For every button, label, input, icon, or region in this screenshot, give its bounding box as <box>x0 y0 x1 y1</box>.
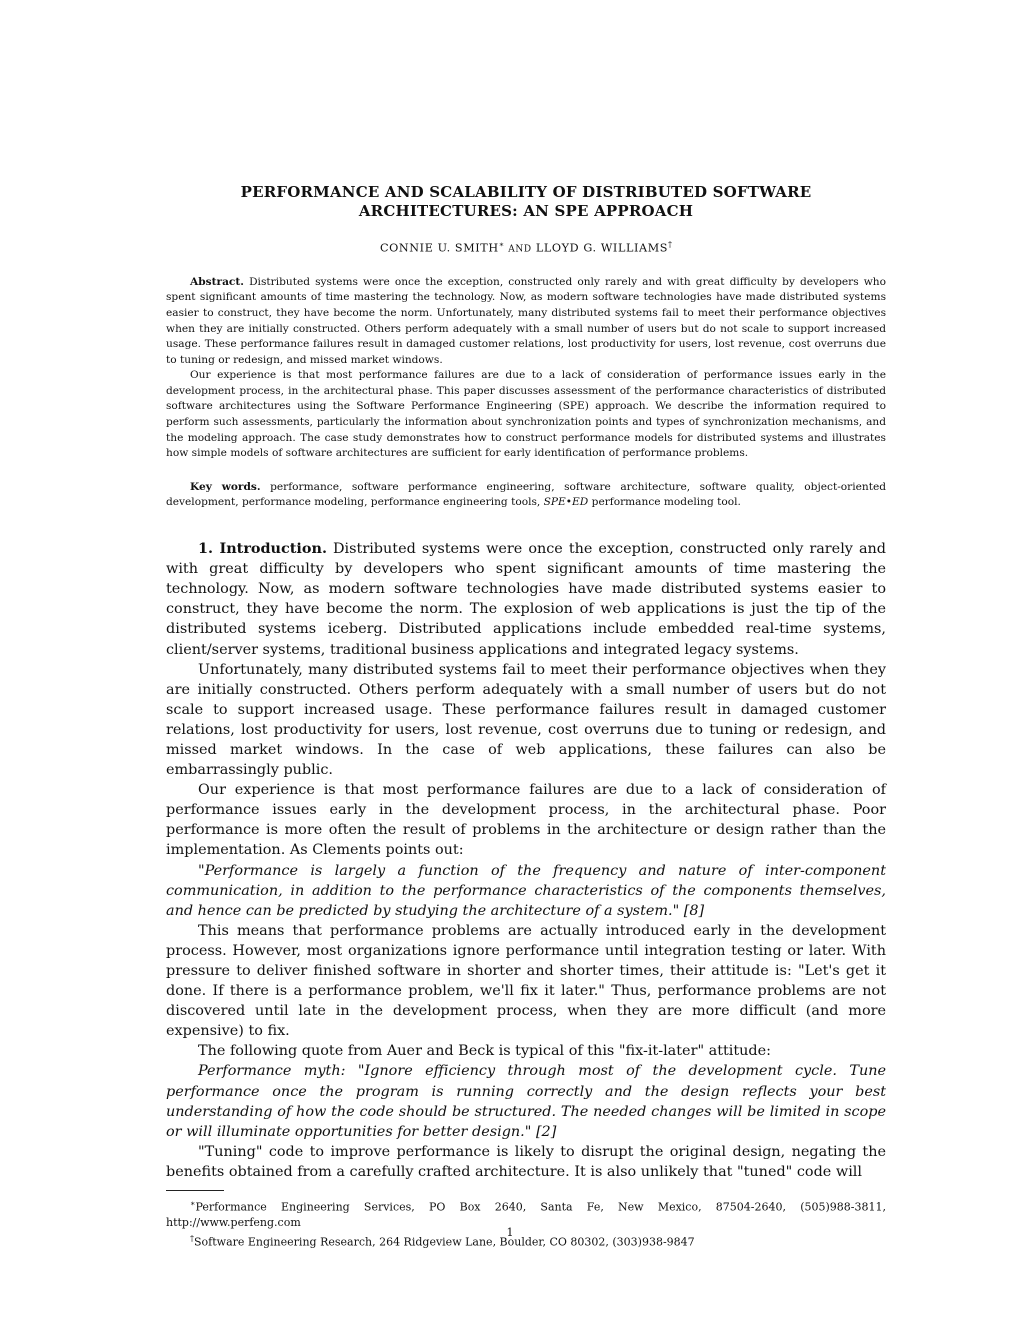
clements-quote: "Performance is largely a function of the frequency and nature of inter-component communication, in addition to the performance characteristics of the components themselves, and hence can be predicted by studying the architecture of a system." [8] <box>166 862 886 919</box>
author-conjunction: AND <box>508 244 532 255</box>
intro-paragraph-1 <box>166 539 886 660</box>
paper-page <box>166 183 886 1182</box>
abstract-paragraph-1 <box>166 275 886 369</box>
footnote-1-mark: ∗ <box>190 1199 196 1208</box>
keywords-label: Key words. <box>190 480 261 493</box>
abstract-text-1: Distributed systems were once the exception, constructed only rarely and with great difficulty by developers who spent significant amounts of time mastering the technology. Now, as modern software technologies have made distributed systems easier to construct, they have become the norm. Unfortunately, many distributed systems fail to meet their performance objectives when they are initially constructed. Others perform adequately with a small number of users but do not scale to support increased usage. These performance failures result in damaged customer relations, lost productivity for users, lost revenue, cost overruns due to tuning or redesign, and missed market windows. <box>166 275 886 366</box>
page-number: 1 <box>506 1226 514 1239</box>
title-line-2: ARCHITECTURES: AN SPE APPROACH <box>358 202 694 220</box>
author-1-footnote-mark: ∗ <box>498 240 505 249</box>
keywords-tool-name: SPE•ED <box>543 496 589 509</box>
footnote-rule <box>166 1190 224 1191</box>
keywords-text: performance, software performance engineering, software architecture, software quality, object-oriented development, performance modeling, performance engineering tools, <box>166 480 887 509</box>
intro-text-1: Distributed systems were once the exception, constructed only rarely and with great difficulty by developers who spent significant amounts of time mastering the technology. Now, as modern software technologies have made distributed systems easier to construct, they have become the norm. The explosion of web applications is just the tip of the distributed systems iceberg. Distributed applications include embedded real-time systems, client/server systems, traditional business applications and integrated legacy systems. <box>166 541 887 658</box>
intro-paragraph-4: This means that performance problems are actually introduced early in the development process. However, most organizations ignore performance until integration testing or later. With pressure to deliver finished software in shorter and shorter times, their attitude is: "Let's get it done. If there is a performance problem, we'll fix it later." Thus, performance problems are not discovered until late in the development process, when they are more difficult (and more expensive) to fix. <box>166 922 886 1040</box>
abstract-paragraph-2: Our experience is that most performance failures are due to a lack of consideration of performance issues early in the development process, in the architectural phase. This paper discusses assessment of the performance characteristics of distributed software architectures using the Software Performance Engineering (SPE) approach. We describe the information required to perform such assessments, particularly the information about synchronization points and types of synchronization mechanisms, and the modeling approach. The case study demonstrates how to construct performance models for distributed systems and illustrates how simple models of software architectures are sufficient for early identification of performance problems. <box>166 369 886 460</box>
abstract <box>166 275 886 462</box>
author-1: CONNIE U. SMITH <box>379 241 499 255</box>
introduction-section <box>166 539 886 1182</box>
paper-title <box>166 183 886 221</box>
auer-beck-quote: Performance myth: "Ignore efficiency through most of the development cycle. Tune performance once the program is running correctly and the design reflects your best understanding of how the code should be structured. The needed changes will be limited in scope or will illuminate opportunities for better design." [2] <box>166 1063 886 1140</box>
footnotes <box>166 1190 886 1250</box>
authors <box>166 237 886 258</box>
keywords-tail: performance modeling tool. <box>591 496 741 509</box>
abstract-label: Abstract. <box>190 275 244 288</box>
intro-paragraph-6: "Tuning" code to improve performance is likely to disrupt the original design, negating the benefits obtained from a carefully crafted architecture. It is also unlikely that "tuned" code will <box>166 1143 886 1180</box>
author-2: LLOYD G. WILLIAMS <box>535 241 669 255</box>
title-line-1: PERFORMANCE AND SCALABILITY OF DISTRIBUTED SOFTWARE <box>240 183 812 201</box>
footnote-2-mark: † <box>190 1233 194 1243</box>
intro-paragraph-5: The following quote from Auer and Beck is typical of this "fix-it-later" attitude: <box>198 1043 772 1060</box>
keywords <box>166 480 886 511</box>
footnote-2-text: Software Engineering Research, 264 Ridgeview Lane, Boulder, CO 80302, (303)938-9847 <box>194 1235 695 1249</box>
section-heading: 1. Introduction. <box>198 540 327 558</box>
intro-paragraph-3: Our experience is that most performance failures are due to a lack of consideration of performance issues early in the development process, in the architectural phase. Poor performance is more often the result of problems in the architecture or design rather than the implementation. As Clements points out: <box>166 782 886 859</box>
author-2-footnote-mark: † <box>668 240 673 249</box>
intro-paragraph-2: Unfortunately, many distributed systems fail to meet their performance objectives when they are initially constructed. Others perform adequately with a small number of users but do not scale to support increased usage. These performance failures result in damaged customer relations, lost productivity for users, lost revenue, cost overruns due to tuning or redesign, and missed market windows. In the case of web applications, these failures can also be embarrassingly public. <box>166 661 886 779</box>
footnote-1-text: Performance Engineering Services, PO Box 2640, Santa Fe, New Mexico, 87504-2640, (505)988-3811, http://www.perfeng.com <box>166 1200 886 1230</box>
